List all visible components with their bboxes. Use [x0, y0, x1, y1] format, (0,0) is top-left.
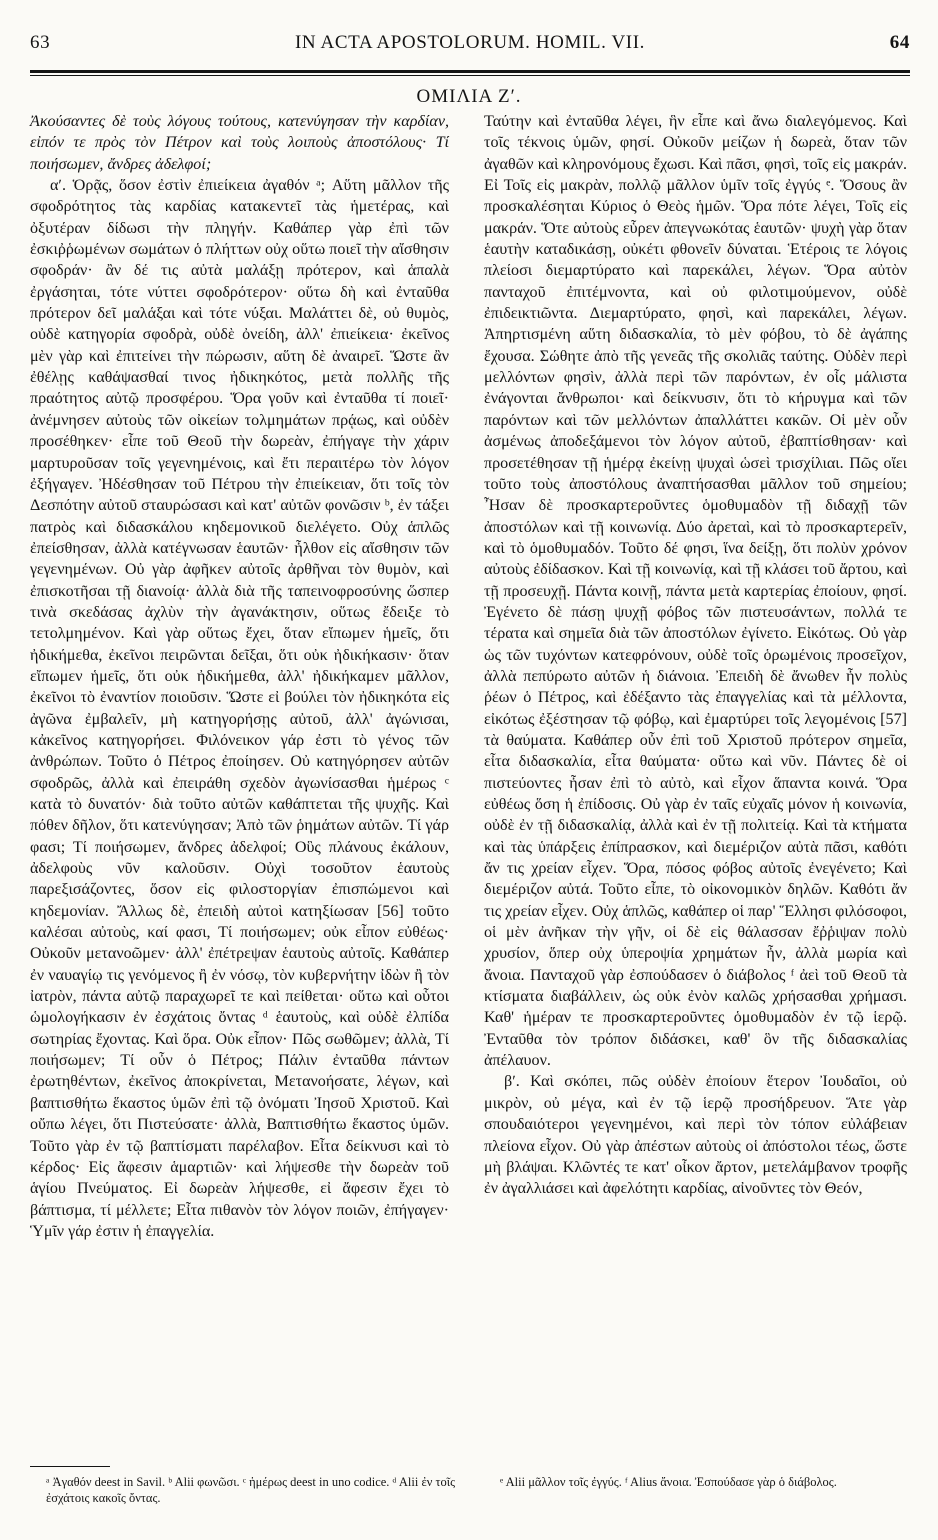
running-header [30, 32, 910, 56]
left-column [30, 111, 449, 1242]
header-rule-thin [30, 75, 910, 76]
page-number-right: 64 [889, 32, 910, 53]
footnote-rule [30, 1466, 110, 1467]
opening-verse: Ἀκούσαντες δὲ τοὺς λόγους τούτους, κατενύγησαν τὴν καρδίαν, εἰπόν τε πρὸς τὸν Πέτρον καὶ τοὺς λοιποὺς ἀποστόλους· Τί ποιήσωμεν, ἄνδρες ἀδελφοί; [30, 113, 449, 173]
footnotes-left: ᵃ Ἀγαθόν deest in Savil. ᵇ Alii φωνῶσι. ᶜ ἡμέρως deest in uno codice. ᵈ Alii ἐν τοῖς ἐσχάτοις κακοῖς ὄντας. [46, 1475, 456, 1505]
body-paragraph: βʹ. Καὶ σκόπει, πῶς οὐδὲν ἐποίουν ἕτερον Ἰουδαῖοι, οὐ μικρὸν, οὐ μέγα, καὶ ἐν τῷ ἱερῷ προσήδρευον. Ἅτε γὰρ σπουδαιότεροι γεγενημένοι, καὶ περὶ τὸν τόπον εὐλάβειαν πλείονα εἶχον. Οὐ γὰρ ἀπέστων αὐτοὺς οἱ ἀπόστολοι τέως, ὥστε μὴ βλάψαι. Κλῶντές τε κατ' οἶκον ἄρτον, μετελάμβανον τροφῆς ἐν ἀγαλλιάσει καὶ ἀφελότητι καρδίας, αἰνοῦντες τὸν Θεόν, [484, 1073, 907, 1198]
homily-title: ΟΜΙΛΙΑ Ζʹ. [416, 86, 522, 107]
body-paragraph: Ταύτην καὶ ἐνταῦθα λέγει, ἣν εἶπε καὶ ἄνω διαλεγόμενος. Καὶ τοῖς τέκνοις ὑμῶν, φησί. Οὐκοῦν μείζων ἡ δωρεὰ, ὅταν τῶν ἀγαθῶν καὶ κληρονόμους ἔχωσι. Καὶ πᾶσι, φησὶ, τοῖς εἰς μακράν. Εἰ Τοῖς εἰς μακρὰν, πολλῷ μᾶλλον ὑμῖν τοῖς ἐγγύς ᵉ. Ὅσους ἂν προσκαλέσηται Κύριος ὁ Θεὸς ἡμῶν. Ὅρα πότε λέγει, Τοῖς εἰς μακράν. Ὅτε αὐτοὺς εὗρεν ἀπεγνωκότας ἑαυτῶν· ψυχὴ γὰρ ὅταν ἑαυτὴν καταδικάσῃ, οὐκέτι φθονεῖν δύναται. Ἑτέροις τε λόγοις πλείοσι διεμαρτύρατο καὶ παρεκάλει, λέγων. Ὅρα αὐτὸν πανταχοῦ ἐπιτέμνοντα, καὶ οὐ φιλοτιμούμενον, οὐδὲ ἐπιδεικτιῶντα. Διεμαρτύρατο, φησὶ, καὶ παρεκάλει, λέγων. Ἀπηρτισμένη αὕτη διδασκαλία, τὸ μὲν φόβου, τὸ δὲ ἀγάπης ἔχουσα. Σώθητε ἀπὸ τῆς γενεᾶς τῆς σκολιᾶς ταύτης. Οὐδὲν περὶ μελλόντων φησὶν, ἀλλὰ περὶ τῶν παρόντων, ἐν οἷς μάλιστα ἐνάγονται ἄνθρωποι· καὶ δείκνυσιν, ὅτι τὸ κήρυγμα καὶ τῶν παρόντων καὶ τῶν μελλόντων ἀπαλλάττει κακῶν. Οἱ μὲν οὖν ἀσμένως ἀποδεξάμενοι τὸν λόγον αὐτοῦ, ἐβαπτίσθησαν· καὶ προσετέθησαν τῇ ἡμέρᾳ ἐκείνῃ ψυχαὶ ὡσεὶ τρισχίλιαι. Πῶς οἴει τοῦτο τοὺς ἀποστόλους ἀναπτήσασθαι μᾶλλον τοῦ σημείου; Ἦσαν δὲ προσκαρτεροῦντες ὁμοθυμαδὸν τῇ διδαχῇ τῶν ἀποστόλων καὶ τῇ κοινωνίᾳ. Δύο ἀρεταὶ, καὶ τὸ προσκαρτερεῖν, καὶ τὸ ὁμοθυμαδόν. Τοῦτο δέ φησι, ἵνα δείξῃ, ὅτι πολὺν χρόνον αὐτοὺς ἐδίδασκον. Καὶ τῇ κοινωνίᾳ, καὶ τῇ κλάσει τοῦ ἄρτου, καὶ τῇ προσευχῇ. Πάντα κοινῇ, πάντα μετὰ καρτερίας ἐποίουν, φησί. Ἐγένετο δὲ πάσῃ ψυχῇ φόβος τῶν πιστευσάντων, πολλά τε τέρατα καὶ σημεῖα διὰ τῶν ἀποστόλων ἐγίνετο. Εἰκότως. Οὐ γὰρ ὡς τῶν τυχόντων κατεφρόνουν, οὐδὲ τοῖς ὁρωμένοις προσεῖχον, ἀλλὰ πεπύρωτο αὐτῶν ἡ διάνοια. Ἐπειδὴ δὲ ἄνωθεν ἦν πολὺς ῥέων ὁ Πέτρος, καὶ ἐδέξαντο τὰς ἐπαγγελίας καὶ τὰ μέλλοντα, εἰκότως ἐξέστησαν τῷ φόβῳ, καὶ ἐμαρτύρει τοῖς λεγομένοις [57] τὰ θαύματα. Καθάπερ οὖν ἐπὶ τοῦ Χριστοῦ πρότερον σημεῖα, εἶτα διδασκαλία, εἶτα θαύματα· οὕτω καὶ νῦν. Πάντες δὲ οἱ πιστεύοντες ἦσαν ἐπὶ τὸ αὐτὸ, καὶ εἶχον ἅπαντα κοινά. Ὅρα εὐθέως ὅση ἡ ἐπίδοσις. Οὐ γὰρ ἐν ταῖς εὐχαῖς μόνον ἡ κοινωνία, οὐδὲ ἐν τῇ διδασκαλίᾳ, ἀλλὰ καὶ ἐν τῇ πολιτείᾳ. Καὶ τὰ κτήματα καὶ τὰς ὑπάρξεις ἐπίπρασκον, καὶ διεμέριζον αὐτὰ πᾶσι, καθότι ἄν τις χρείαν εἶχεν. Ὅρα, πόσος φόβος αὐτοῖς ἐνεγένετο; Καὶ διεμέριζον αὐτά. Τοῦτο εἶπε, τὸ οἰκονομικὸν δηλῶν. Καθότι ἄν τις χρείαν εἶχεν. Οὐχ ἁπλῶς, καθάπερ οἱ παρ' Ἕλλησι φιλόσοφοι, οἱ μὲν ἀνῆκαν τὴν γῆν, οἱ δὲ εἰς θάλασσαν ἔῤῥιψαν πολὺ χρυσίον, ὅπερ οὐχ ὑπεροψία χρημάτων ἦν, ἀλλὰ μωρία καὶ ἄνοια. Πανταχοῦ γὰρ ἐσπούδασεν ὁ διάβολος ᶠ ἀεὶ τοῦ Θεοῦ τὰ κτίσματα διαβάλλειν, ὡς οὐκ ἐνὸν καλῶς χρήσασθαι χρήμασι. Καθ' ἡμέραν τε προσκαρτεροῦντες ὁμοθυμαδὸν ἐν τῷ ἱερῷ. Ἐνταῦθα τὸν τρόπον διδάσκει, καθ' ὃν τῆς διδασκαλίας ἀπέλαυον. [484, 113, 907, 1070]
page-number-left: 63 [30, 32, 51, 53]
header-rule [30, 70, 910, 73]
body-paragraph: αʹ. Ὁρᾷς, ὅσον ἐστὶν ἐπιείκεια ἀγαθόν ᵃ; Αὕτη μᾶλλον τῆς σφοδρότητος τὰς καρδίας κατακεντεῖ τὰς ἡμετέρας, καὶ ὀξυτέραν δίδωσι τὴν πληγήν. Καθάπερ γὰρ ἐπὶ τῶν ἐσκιῤῥωμένων σωμάτων ὁ πλήττων οὐχ οὕτω ποιεῖ τὴν αἴσθησιν σφοδράν· ἂν δέ τις αὐτὰ μαλάξῃ πρότερον, καὶ ἁπαλὰ ἐργάσηται, τότε νύττει σφοδρότερον· οὕτω δὴ καὶ ἐνταῦθα πρότερον δεῖ μαλάξαι καὶ τότε νύξαι. Μαλάττει δὲ, οὐ θυμὸς, οὐδὲ κατηγορία σφοδρὰ, οὐδὲ ὀνείδη, ἀλλ' ἐπιείκεια· ἐκεῖνος μὲν γὰρ καὶ ἐπιτείνει τὴν πώρωσιν, αὕτη δὲ ἀναιρεῖ. Ὥστε ἂν ἐθέλῃς καθάψασθαί τινος ἠδικηκότος, μετὰ πολλῆς τῆς πραότητος αὐτῷ προσφέρου. Ὅρα γοῦν καὶ ἐνταῦθα τί ποιεῖ· ἀνέμνησεν αὐτοὺς τῶν οἰκείων τολμημάτων πρᾴως, καὶ οὐδὲν προσέθηκεν· εἶπε τοῦ Θεοῦ τὴν δωρεὰν, ἐπήγαγε τὴν χάριν μαρτυροῦσαν τοῖς γεγενημένοις, καὶ ἔτι περαιτέρω τὸν λόγον ἐξήγαγεν. Ἠδέσθησαν τοῦ Πέτρου τὴν ἐπιείκειαν, ὅτι τοῖς τὸν Δεσπότην αὐτοῦ σταυρώσασι καὶ κατ' αὐτῶν φονῶσιν ᵇ, ἐν τάξει πατρὸς καὶ διδασκάλου κηδεμονικοῦ διελέγετο. Οὐχ ἁπλῶς ἐπείσθησαν, ἀλλὰ κατέγνωσαν ἑαυτῶν· ἦλθον εἰς αἴσθησιν τῶν γεγενημένων. Οὐ γὰρ ἀφῆκεν αὐτοῖς ἀρθῆναι τὸν θυμὸν, καὶ ἐπισκοτῆσαι τῇ διανοίᾳ· ἀλλὰ διὰ τῆς ταπεινοφροσύνης ὥσπερ τινὰ σκεδάσας ἀχλὺν τὴν ἀγανάκτησιν, οὕτως ἔδειξε τὸ τετολμημένον. Καὶ γὰρ οὕτως ἔχει, ὅταν εἴπωμεν ἡμεῖς, ὅτι ἠδικήμεθα, ἐκεῖνοι πειρῶνται δεῖξαι, ὅτι οὐκ ἠδικήκασιν· ὅταν εἴπωμεν ἡμεῖς, ὅτι οὐκ ἠδικήμεθα, ἀλλ' ἠδικήκαμεν μᾶλλον, ἐκεῖνοι τὸ ἐναντίον ποιοῦσιν. Ὥστε εἰ βούλει τὸν ἠδικηκότα εἰς ἀγῶνα ἐμβαλεῖν, μὴ κατηγορήσῃς αὐτοῦ, ἀλλ' ἀγώνισαι, κἀκεῖνος κατηγορήσει. Φιλόνεικον γάρ ἐστι τὸ γένος τῶν ἀνθρώπων. Τοῦτο ὁ Πέτρος ἐποίησεν. Οὐ κατηγόρησεν αὐτῶν σφοδρῶς, ἀλλὰ καὶ ἐπειράθη σχεδὸν ἀγωνίσασθαι ἡμέρως ᶜ κατὰ τὸ δυνατόν· διὰ τοῦτο αὐτῶν καθάπτεται τῆς ψυχῆς. Καὶ πόθεν δῆλον, ὅτι κατενύγησαν; Ἀπὸ τῶν ῥημάτων αὐτῶν. Τί γάρ φασι; Τί ποιήσωμεν, ἄνδρες ἀδελφοί; Οὓς πλάνους ἐκάλουν, ἀδελφοὺς νῦν καλοῦσιν. Οὐχὶ τοσοῦτον ἑαυτοὺς παρεξισάζοντες, ὅσον εἰς φιλοστοργίαν ἐπισπώμενοι καὶ κηδεμονίαν. Ἄλλως δὲ, ἐπειδὴ αὐτοὶ κατηξίωσαν [56] τοῦτο καλέσαι αὐτοὺς, καί φασι, Τί ποιήσωμεν; οὐκ εἶπον εὐθέως· Οὐκοῦν μετανοῶμεν· ἀλλ' ἐπέτρεψαν ἑαυτοὺς αὐτοῖς. Καθάπερ ἐν ναυαγίῳ τις γενόμενος ἢ ἐν νόσῳ, τὸν κυβερνήτην ἰδὼν ἢ τὸν ἰατρὸν, πάντα αὐτῷ παραχωρεῖ τε καὶ πείθεται· οὕτω καὶ οὗτοι ὡμολογήκασιν ἐν ἐσχάτοις ὄντας ᵈ ἑαυτοὺς, καὶ οὐδὲ ἐλπίδα σωτηρίας ἔχοντας. Καὶ ὅρα. Οὐκ εἶπον· Πῶς σωθῶμεν; ἀλλὰ, Τί ποιήσωμεν; Τί οὖν ὁ Πέτρος; Πάλιν ἐνταῦθα πάντων ἐρωτηθέντων, ἐκεῖνος ἀποκρίνεται, Μετανοήσατε, λέγων, καὶ βαπτισθήτω ἕκαστος ὑμῶν ἐπὶ τῷ ὀνόματι Ἰησοῦ Χριστοῦ. Καὶ οὔπω λέγει, ὅτι Πιστεύσατε· ἀλλὰ, Βαπτισθήτω ἕκαστος ὑμῶν. Τοῦτο γὰρ ἐν τῷ βαπτίσματι παρέλαβον. Εἶτα δείκνυσι καὶ τὸ κέρδος· Εἰς ἄφεσιν ἁμαρτιῶν· καὶ λήψεσθε τὴν δωρεὰν τοῦ ἁγίου Πνεύματος. Εἰ δωρεὰν λήψεσθε, εἰ ἄφεσιν ἔχει τὸ βάπτισμα, τί μέλλετε; Εἶτα πιθανὸν τὸν λόγον ποιῶν, ἐπήγαγεν· Ὑμῖν γάρ ἐστιν ἡ ἐπαγγελία. [30, 177, 449, 1240]
running-title: IN ACTA APOSTOLORUM. HOMIL. VII. [294, 32, 646, 53]
right-column [484, 111, 907, 1200]
footnotes-right: ᵉ Alii μᾶλλον τοῖς ἐγγύς. ᶠ Alius ἄνοια. Ἐσπούδασε γὰρ ὁ διάβολος. [500, 1475, 837, 1489]
